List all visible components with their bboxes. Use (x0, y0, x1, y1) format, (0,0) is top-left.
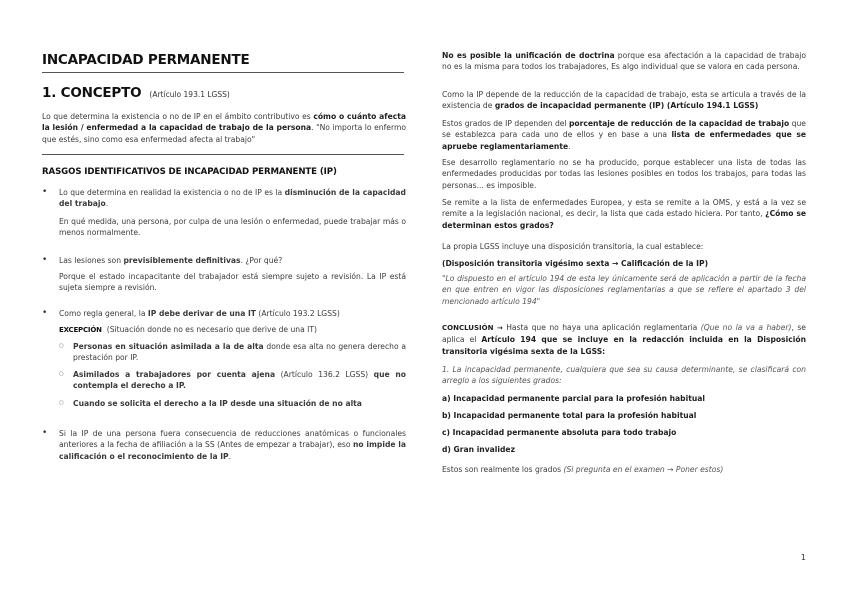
rasgo-bullet-4: • Si la IP de una persona fuera consecuencia de reducciones anatómicas o funcionales anteriores a la fecha de afiliación a la SS (Antes de empezar a trabajar), eso no impide la calificación o el reconocimiento de la IP. (42, 428, 406, 462)
conclusion-tag: CONCLUSIÓN → (442, 324, 503, 332)
concepto-heading (42, 85, 230, 101)
conclusion-paragraph: CONCLUSIÓN → Hasta que no haya una aplicación reglamentaria (Que no la va a haber), se aplica el Artículo 194 que se incluye en la redacción incluida en la Disposición transitoria vigésima sexta de la LGSS: (442, 323, 806, 356)
excepcion-line: EXCEPCIÓN (Situación donde no es necesario que derive de una IT) (59, 325, 318, 334)
grado-a: a) Incapacidad permanente parcial para la profesión habitual (442, 394, 705, 403)
grado-d: d) Gran invalidez (442, 445, 515, 454)
page-number: 1 (800, 553, 806, 562)
lista-paragraph: Se remite a la lista de enfermedades Europea, y esta se remite a la OMS, y está a la vez se remite a la legislación nacional, es decir, la lista que cada estado hiciera. Por tanto, ¿Cómo se determinan estos grados? (442, 198, 806, 230)
excepcion-item-1: ○ Personas en situación asimilada a la de alta donde esa alta no genera derecho a prestación por IP. (42, 341, 406, 364)
excepcion-tag: EXCEPCIÓN (59, 326, 102, 334)
rasgo-bullet-1-detail: En qué medida, una persona, por culpa de una lesión o enfermedad, puede trabajar más o menos normalmente. (59, 217, 406, 238)
rasgo-bullet-2-detail: Porque el estado incapacitante del trabajador está siempre sujeto a revisión. La IP está sujeta siempre a revisión. (59, 272, 406, 293)
excepcion-item-2: ○ Asimilados a trabajadores por cuenta ajena (Artículo 136.2 LGSS) que no contempla el derecho a IP. (42, 369, 406, 392)
rasgo-bullet-2: • Las lesiones son previsiblemente definitivas. ¿Por qué? (42, 255, 406, 266)
concepto-heading-text: 1. CONCEPTO (42, 85, 142, 101)
clasificacion-quote: 1. La incapacidad permanente, cualquiera que sea su causa determinante, se clasificará con arreglo a los siguientes grados: (442, 365, 806, 386)
porcentaje-paragraph: Estos grados de IP dependen del porcentaje de reducción de la capacidad de trabajo que se establezca para cada uno de ellos y en base a una lista de enfermedades que se apruebe reglamentariamente. (442, 119, 807, 151)
concepto-paragraph: Lo que determina la existencia o no de IP en el ámbito contributivo es cómo o cuánto afecta la lesión / enfermedad a la capacidad de trabajo de la persona. "No importa lo enfermo que estés, sino como esa enfermedad afecta al trabajo" (42, 112, 406, 144)
disposicion-intro: La propia LGSS incluye una disposición transitoria, la cual establece: (442, 242, 704, 251)
grado-c: c) Incapacidad permanente absoluta para todo trabajo (442, 428, 677, 437)
document-title: INCAPACIDAD PERMANENTE (42, 52, 404, 73)
excepcion-item-3: ○ Cuando se solicita el derecho a la IP desde una situación de no alta (42, 398, 406, 409)
closing-line: Estos son realmente los grados (Si pregunta en el examen → Poner estos) (442, 465, 724, 474)
desarrollo-paragraph: Ese desarrollo reglamentario no se ha producido, porque establecer una lista de todas las enfermedades producidas por todas las lesiones posibles en todos los trabajos, para todas las personas... es imposible. (442, 158, 806, 190)
rasgo-bullet-1: • Lo que determina en realidad la existencia o no de IP es la disminución de la capacidad del trabajo. (42, 187, 406, 210)
rasgo-bullet-3: • Como regla general, la IP debe derivar de una IT (Artículo 193.2 LGSS) (42, 308, 406, 319)
rasgos-heading: RASGOS IDENTIFICATIVOS DE INCAPACIDAD PERMANENTE (IP) (42, 167, 337, 177)
section-divider (42, 154, 404, 155)
unificacion-paragraph: No es posible la unificación de doctrina porque esa afectación a la capacidad de trabajo no es la misma para todos los trabajadores, Es algo individual que se valora en cada persona. (442, 51, 806, 72)
concepto-reference: (Artículo 193.1 LGSS) (149, 90, 230, 99)
disposicion-quote: "Lo dispuesto en el artículo 194 de esta ley únicamente será de aplicación a partir de la fecha en que entren en vigor las disposiciones reglamentarias a que se refiere el apartado 3 del mencionado artículo 194" (442, 274, 806, 306)
grado-b: b) Incapacidad permanente total para la profesión habitual (442, 411, 697, 420)
disposicion-title: (Disposición transitoria vigésimo sexta → Calificación de la IP) (442, 259, 709, 268)
grados-paragraph: Como la IP depende de la reducción de la capacidad de trabajo, esta se articula a través de la existencia de grados de incapacidad permanente (IP) (Artículo 194.1 LGSS) (442, 90, 806, 111)
